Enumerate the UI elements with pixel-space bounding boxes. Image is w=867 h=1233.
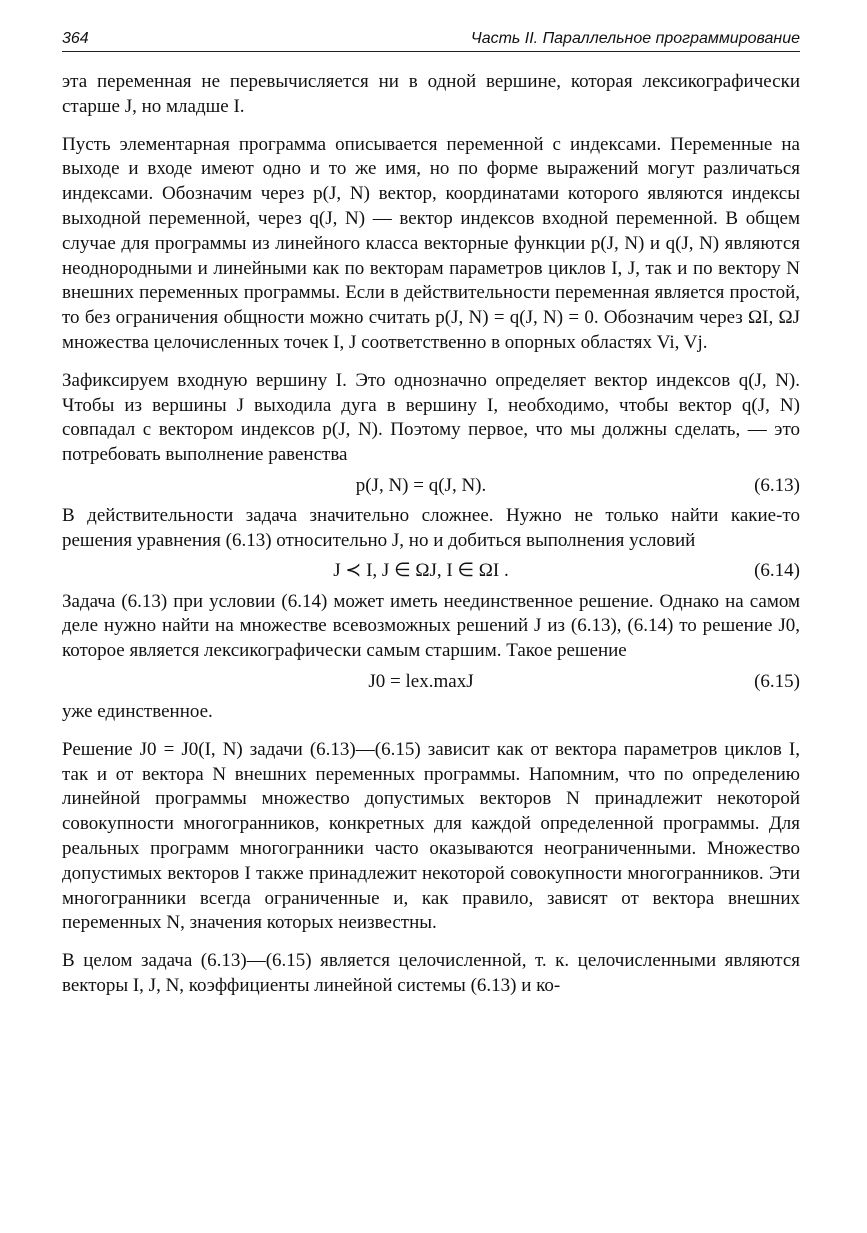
equation-number: (6.14) bbox=[754, 560, 800, 582]
paragraph-2: Пусть элементарная программа описывается переменной с индексами. Переменные на выходе и входе имеют одно и то же имя, но по форме выражений могут различаться индексами. Обозначим через p(J, N) вектор, координатами которого являются индексы выходной переменной, через q(J, N) — вектор индексов входной переменной. В общем случае для программы из линейного класса векторные функции p(J, N) и q(J, N) являются неоднородными и линейными как по векторам параметров циклов I, J, так и по вектору N внешних переменных программы. Если в действительности переменная является простой, то без ограничения общности можно считать p(J, N) = q(J, N) = 0. Обозначим через ΩI, ΩJ множества целочисленных точек I, J соответственно в опорных областях Vi, Vj. bbox=[62, 133, 800, 353]
paragraph-5: Задача (6.13) при условии (6.14) может иметь неединственное решение. Однако на самом деле нужно найти на множестве всевозможных решений J из (6.13), (6.14) то решение J0, которое является лексикографически самым старшим. Такое решение bbox=[62, 590, 800, 662]
page bbox=[62, 30, 800, 999]
page-body bbox=[62, 70, 800, 999]
paragraph-3: Зафиксируем входную вершину I. Это однозначно определяет вектор индексов q(J, N). Чтобы из вершины J выходила дуга в вершину I, необходимо, чтобы вектор q(J, N) совпадал с вектором индексов p(J, N). Поэтому первое, что мы должны сделать, — это потребовать выполнение равенства bbox=[62, 369, 800, 466]
page-number: 364 bbox=[62, 30, 89, 47]
paragraph-8: В целом задача (6.13)—(6.15) является целочисленной, т. к. целочисленными являются векторы I, J, N, коэффициенты линейной системы (6.13) и ко- bbox=[62, 950, 800, 996]
equation-formula: p(J, N) = q(J, N). bbox=[355, 474, 487, 496]
equation-formula: J ≺ I, J ∈ ΩJ, I ∈ ΩI . bbox=[333, 560, 509, 582]
equation-number: (6.13) bbox=[754, 474, 800, 496]
equation-6-14 bbox=[62, 556, 800, 588]
paragraph-4: В действительности задача значительно сложнее. Нужно не только найти какие-то решения уравнения (6.13) относительно J, но и добиться выполнения условий bbox=[62, 504, 800, 551]
equation-6-13 bbox=[62, 470, 800, 502]
paragraph-6: уже единственное. bbox=[62, 700, 213, 722]
equation-6-15 bbox=[62, 666, 800, 698]
running-title: Часть II. Параллельное программирование bbox=[470, 30, 800, 47]
equation-number: (6.15) bbox=[754, 670, 800, 692]
equation-formula: J0 = lex.maxJ bbox=[368, 670, 474, 692]
running-header bbox=[62, 30, 800, 52]
paragraph-7: Решение J0 = J0(I, N) задачи (6.13)—(6.15) зависит как от вектора параметров циклов I, так и от вектора N внешних переменных программы. Напомним, что по определению линейной программы множество допустимых векторов N принадлежит некоторой совокупности многогранников, конкретных для каждой определенной программы. Для реальных программ многогранники часто оказываются неограниченными. Множество допустимых векторов I также принадлежит некоторой совокупности многогранников. Эти многогранники всегда ограниченные и, как правило, зависят от вектора внешних переменных N, значения которых неизвестны. bbox=[62, 738, 800, 934]
paragraph-1: эта переменная не перевычисляется ни в одной вершине, которая лексикографически старше J, но младше I. bbox=[62, 71, 800, 117]
